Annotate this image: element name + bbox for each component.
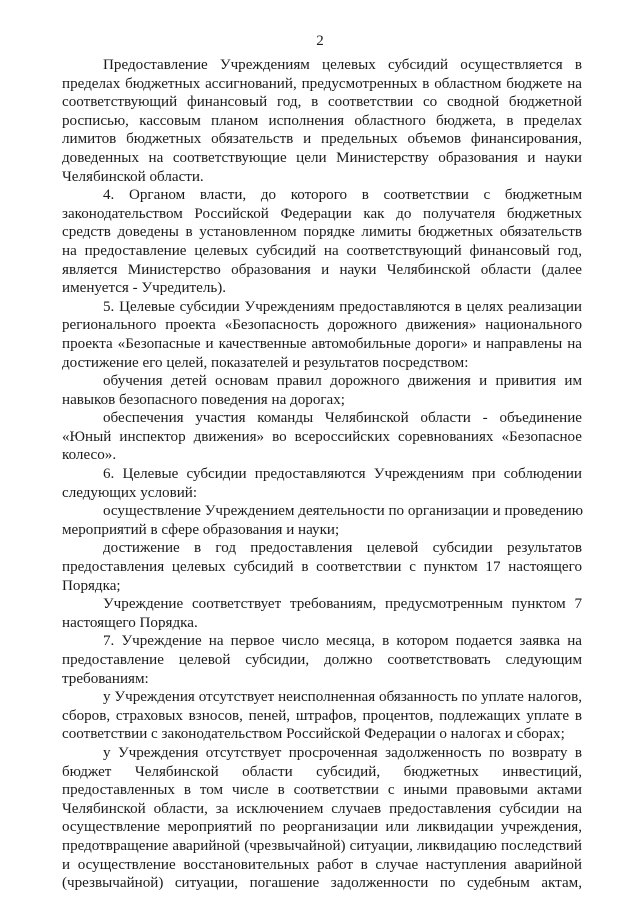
text-line: 4. Органом власти, до которого в соответствии с бюджетным: [103, 187, 582, 204]
text-line: предоставленных в том числе в соответствии с иными правовыми актами: [62, 782, 582, 799]
text-line: и осуществление восстановительных работ в случае наступления аварийной: [62, 856, 582, 873]
text-line: 6. Целевые субсидии предоставляются Учреждениям при соблюдении: [103, 466, 582, 483]
text-line: является Министерство образования и науки Челябинской области (далее: [62, 261, 582, 278]
text-line: следующих условий:: [62, 484, 198, 501]
text-line: сборов, страховых взносов, пеней, штрафов, процентов, подлежащих уплате в: [62, 707, 582, 724]
text-line: на предоставление целевых субсидий на соответствующий финансовый год,: [62, 242, 582, 259]
text-line: регионального проекта «Безопасность дорожного движения» национального: [62, 317, 582, 334]
text-line: средств доведены в установленном порядке лимиты бюджетных обязательств: [62, 224, 582, 241]
text-line: предоставления целевых субсидий в соответствии с пунктом 17 настоящего: [62, 559, 582, 576]
text-line: 7. Учреждение на первое число месяца, в котором подается заявка на: [103, 633, 582, 650]
text-line: «Юный инспектор движения» во всероссийских соревнованиях «Безопасное: [62, 428, 582, 445]
text-line: у Учреждения отсутствует неисполненная обязанность по уплате налогов,: [103, 689, 582, 706]
text-line: проекта «Безопасные и качественные автомобильные дороги» и направлены на: [62, 335, 582, 352]
text-line: именуется - Учредитель).: [62, 280, 227, 297]
text-line: Челябинской области, за исключением случаев предоставления субсидии на: [62, 800, 582, 817]
text-line: требованиям:: [62, 670, 149, 687]
page-number: 2: [316, 33, 324, 49]
text-line: соответствующий финансовый год, в соответствии со сводной бюджетной: [62, 94, 582, 111]
text-line: доведенных на соответствующие цели Министерству образования и науки: [62, 149, 582, 166]
text-line: настоящего Порядка.: [62, 614, 198, 631]
text-line: (чрезвычайной) ситуации, погашение задолженности по судебным актам,: [62, 875, 582, 892]
text-line: законодательством Российской Федерации как до получателя бюджетных: [62, 205, 582, 222]
text-line: колесо».: [62, 447, 117, 464]
text-line: 5. Целевые субсидии Учреждениям предоставляются в целях реализации: [103, 298, 582, 315]
text-line: осуществление Учреждением деятельности по организации и проведению: [103, 503, 584, 520]
text-line: бюджет Челябинской области субсидий, бюджетных инвестиций,: [62, 763, 582, 780]
text-line: предотвращение аварийной (чрезвычайной) ситуации, ликвидацию последствий: [62, 837, 582, 854]
text-line: навыков безопасного поведения на дорогах;: [62, 391, 345, 408]
text-line: достижение его целей, показателей и результатов посредством:: [62, 354, 469, 371]
text-line: мероприятий в сфере образования и науки;: [62, 521, 340, 538]
text-line: у Учреждения отсутствует просроченная задолженность по возврату в: [103, 744, 582, 761]
document-body: [62, 56, 582, 893]
text-line: Порядка;: [62, 577, 121, 594]
text-line: обеспечения участия команды Челябинской области - объединение: [103, 410, 582, 427]
text-line: пределах бюджетных ассигнований, предусмотренных в областном бюджете на: [62, 75, 582, 92]
text-line: Учреждение соответствует требованиям, предусмотренным пунктом 7: [103, 596, 582, 613]
text-line: Челябинской области.: [62, 168, 204, 185]
text-line: Предоставление Учреждениям целевых субсидий осуществляется в: [103, 57, 582, 73]
text-line: осуществление мероприятий по реорганизации или ликвидации учреждения,: [62, 819, 582, 836]
text-line: достижение в год предоставления целевой субсидии результатов: [103, 540, 582, 557]
text-line: обучения детей основам правил дорожного движения и привития им: [103, 373, 582, 390]
text-line: лимитов бюджетных обязательств и предельных объемов финансирования,: [62, 131, 582, 148]
text-line: соответствии с законодательством Российской Федерации о налогах и сборах;: [62, 726, 565, 743]
text-line: предоставление целевой субсидии, должно соответствовать следующим: [62, 652, 582, 668]
text-line: росписью, кассовым планом исполнения областного бюджета, в пределах: [62, 112, 582, 129]
